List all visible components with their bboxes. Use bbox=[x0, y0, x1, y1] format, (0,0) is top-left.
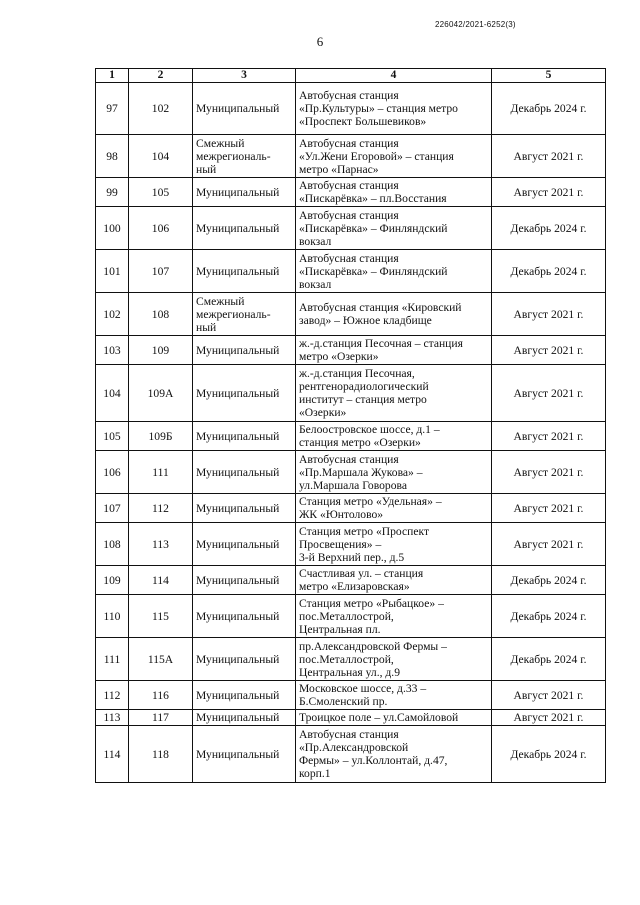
route-path: Станция метро «Проспект Просвещения» – 3-й Верхний пер., д.5 bbox=[296, 523, 492, 566]
route-type: Муниципальный bbox=[193, 681, 296, 710]
document-registration-number: 226042/2021-6252(3) bbox=[435, 20, 516, 29]
route-number: 111 bbox=[129, 451, 193, 494]
row-number: 111 bbox=[96, 638, 129, 681]
table-row bbox=[96, 523, 606, 566]
route-number: 113 bbox=[129, 523, 193, 566]
column-header: 4 bbox=[296, 69, 492, 83]
route-type: Муниципальный bbox=[193, 451, 296, 494]
route-number: 118 bbox=[129, 726, 193, 783]
route-path: Московское шоссе, д.33 – Б.Смоленский пр. bbox=[296, 681, 492, 710]
route-type: Муниципальный bbox=[193, 83, 296, 135]
table-row bbox=[96, 494, 606, 523]
implementation-date: Декабрь 2024 г. bbox=[492, 83, 606, 135]
route-number: 104 bbox=[129, 135, 193, 178]
implementation-date: Декабрь 2024 г. bbox=[492, 726, 606, 783]
implementation-date: Декабрь 2024 г. bbox=[492, 638, 606, 681]
implementation-date: Декабрь 2024 г. bbox=[492, 250, 606, 293]
implementation-date: Август 2021 г. bbox=[492, 178, 606, 207]
routes-table bbox=[95, 68, 606, 783]
route-type: Муниципальный bbox=[193, 336, 296, 365]
row-number: 99 bbox=[96, 178, 129, 207]
implementation-date: Декабрь 2024 г. bbox=[492, 566, 606, 595]
row-number: 98 bbox=[96, 135, 129, 178]
table-row bbox=[96, 726, 606, 783]
route-type: Муниципальный bbox=[193, 422, 296, 451]
row-number: 114 bbox=[96, 726, 129, 783]
route-number: 102 bbox=[129, 83, 193, 135]
table-row bbox=[96, 566, 606, 595]
row-number: 106 bbox=[96, 451, 129, 494]
implementation-date: Август 2021 г. bbox=[492, 135, 606, 178]
route-number: 107 bbox=[129, 250, 193, 293]
row-number: 107 bbox=[96, 494, 129, 523]
route-type: Муниципальный bbox=[193, 494, 296, 523]
row-number: 113 bbox=[96, 710, 129, 726]
implementation-date: Август 2021 г. bbox=[492, 422, 606, 451]
route-path: Счастливая ул. – станция метро «Елизаровская» bbox=[296, 566, 492, 595]
implementation-date: Декабрь 2024 г. bbox=[492, 207, 606, 250]
route-number: 109Б bbox=[129, 422, 193, 451]
route-number: 114 bbox=[129, 566, 193, 595]
table-row bbox=[96, 178, 606, 207]
route-path: ж.-д.станция Песочная – станция метро «Озерки» bbox=[296, 336, 492, 365]
route-path: ж.-д.станция Песочная, рентгенорадиологический институт – станция метро «Озерки» bbox=[296, 365, 492, 422]
table-body bbox=[96, 83, 606, 783]
route-number: 115 bbox=[129, 595, 193, 638]
column-header: 5 bbox=[492, 69, 606, 83]
route-number: 106 bbox=[129, 207, 193, 250]
table-row bbox=[96, 83, 606, 135]
route-number: 109 bbox=[129, 336, 193, 365]
route-path: Станция метро «Удельная» – ЖК «Юнтолово» bbox=[296, 494, 492, 523]
row-number: 109 bbox=[96, 566, 129, 595]
table-row bbox=[96, 336, 606, 365]
row-number: 105 bbox=[96, 422, 129, 451]
implementation-date: Август 2021 г. bbox=[492, 336, 606, 365]
route-path: Троицкое поле – ул.Самойловой bbox=[296, 710, 492, 726]
row-number: 112 bbox=[96, 681, 129, 710]
table-header bbox=[96, 69, 606, 83]
table-row bbox=[96, 293, 606, 336]
row-number: 100 bbox=[96, 207, 129, 250]
table-row bbox=[96, 710, 606, 726]
route-path: Автобусная станция «Пискарёвка» – Финляндский вокзал bbox=[296, 250, 492, 293]
route-path: пр.Александровской Фермы – пос.Металлострой, Центральная ул., д.9 bbox=[296, 638, 492, 681]
route-type: Муниципальный bbox=[193, 178, 296, 207]
implementation-date: Август 2021 г. bbox=[492, 365, 606, 422]
table-row bbox=[96, 207, 606, 250]
route-type: Муниципальный bbox=[193, 710, 296, 726]
route-type: Муниципальный bbox=[193, 566, 296, 595]
route-number: 109А bbox=[129, 365, 193, 422]
route-path: Автобусная станция «Кировский завод» – Южное кладбище bbox=[296, 293, 492, 336]
row-number: 97 bbox=[96, 83, 129, 135]
implementation-date: Август 2021 г. bbox=[492, 494, 606, 523]
route-type: Муниципальный bbox=[193, 523, 296, 566]
row-number: 102 bbox=[96, 293, 129, 336]
table-row bbox=[96, 595, 606, 638]
route-number: 105 bbox=[129, 178, 193, 207]
route-number: 112 bbox=[129, 494, 193, 523]
route-number: 115А bbox=[129, 638, 193, 681]
route-type: Муниципальный bbox=[193, 726, 296, 783]
table-row bbox=[96, 135, 606, 178]
table-row bbox=[96, 681, 606, 710]
table-header-row bbox=[96, 69, 606, 83]
route-number: 116 bbox=[129, 681, 193, 710]
column-header: 3 bbox=[193, 69, 296, 83]
route-path: Автобусная станция «Пр.Культуры» – станция метро «Проспект Большевиков» bbox=[296, 83, 492, 135]
route-type: Муниципальный bbox=[193, 207, 296, 250]
table-row bbox=[96, 422, 606, 451]
route-number: 117 bbox=[129, 710, 193, 726]
table-row bbox=[96, 638, 606, 681]
implementation-date: Август 2021 г. bbox=[492, 523, 606, 566]
route-type: Муниципальный bbox=[193, 250, 296, 293]
implementation-date: Август 2021 г. bbox=[492, 293, 606, 336]
column-header: 1 bbox=[96, 69, 129, 83]
column-header: 2 bbox=[129, 69, 193, 83]
route-type: Смежный межрегиональ- ный bbox=[193, 293, 296, 336]
row-number: 103 bbox=[96, 336, 129, 365]
route-path: Белоостровское шоссе, д.1 – станция метро «Озерки» bbox=[296, 422, 492, 451]
row-number: 108 bbox=[96, 523, 129, 566]
route-path: Автобусная станция «Ул.Жени Егоровой» – станция метро «Парнас» bbox=[296, 135, 492, 178]
implementation-date: Август 2021 г. bbox=[492, 451, 606, 494]
row-number: 101 bbox=[96, 250, 129, 293]
route-path: Станция метро «Рыбацкое» – пос.Металлострой, Центральная пл. bbox=[296, 595, 492, 638]
route-type: Муниципальный bbox=[193, 638, 296, 681]
route-path: Автобусная станция «Пискарёвка» – пл.Восстания bbox=[296, 178, 492, 207]
table-row bbox=[96, 451, 606, 494]
implementation-date: Август 2021 г. bbox=[492, 681, 606, 710]
table-row bbox=[96, 250, 606, 293]
route-path: Автобусная станция «Пискарёвка» – Финляндский вокзал bbox=[296, 207, 492, 250]
route-path: Автобусная станция «Пр.Александровской Фермы» – ул.Коллонтай, д.47, корп.1 bbox=[296, 726, 492, 783]
table-row bbox=[96, 365, 606, 422]
page-number: 6 bbox=[316, 34, 324, 49]
route-type: Муниципальный bbox=[193, 365, 296, 422]
route-type: Смежный межрегиональ- ный bbox=[193, 135, 296, 178]
implementation-date: Август 2021 г. bbox=[492, 710, 606, 726]
row-number: 110 bbox=[96, 595, 129, 638]
route-type: Муниципальный bbox=[193, 595, 296, 638]
implementation-date: Декабрь 2024 г. bbox=[492, 595, 606, 638]
route-path: Автобусная станция «Пр.Маршала Жукова» – ул.Маршала Говорова bbox=[296, 451, 492, 494]
route-number: 108 bbox=[129, 293, 193, 336]
row-number: 104 bbox=[96, 365, 129, 422]
